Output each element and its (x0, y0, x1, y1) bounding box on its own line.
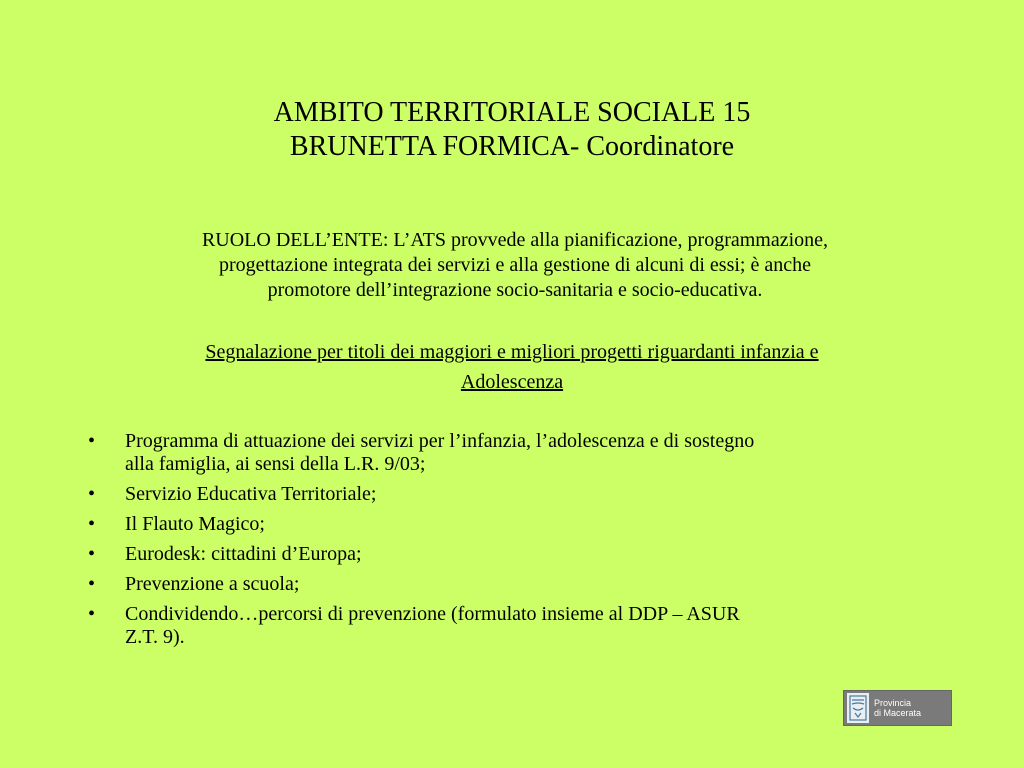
role-line-2: progettazione integrata dei servizi e alla gestione di alcuni di essi; è anche (219, 254, 811, 276)
role-line-1: RUOLO DELL’ENTE: L’ATS provvede alla pianificazione, programmazione, (201, 229, 829, 251)
coat-of-arms-icon (847, 693, 869, 723)
logo-line-2: di Macerata (874, 708, 922, 718)
projects-list (88, 430, 948, 656)
bullet-icon: • (88, 543, 96, 565)
project-text (125, 543, 948, 566)
project-text (125, 430, 948, 476)
project-list-item (88, 513, 948, 536)
segnalazione-heading (0, 337, 1024, 397)
project-list-item (88, 543, 948, 566)
role-paragraph (110, 228, 920, 303)
title-line-2: BRUNETTA FORMICA- Coordinatore (289, 131, 735, 162)
title-line-1: AMBITO TERRITORIALE SOCIALE 15 (273, 97, 751, 128)
logo-text (874, 698, 921, 718)
project-text (125, 603, 948, 649)
project-text-line: Condividendo…percorsi di prevenzione (formulato insieme al DDP – ASUR (125, 603, 740, 625)
project-text-line: alla famiglia, ai sensi della L.R. 9/03; (125, 453, 426, 475)
slide-title (0, 96, 1024, 164)
bullet-icon: • (88, 430, 96, 452)
project-list-item (88, 430, 948, 476)
bullet-icon: • (88, 603, 96, 625)
bullet-icon: • (88, 513, 96, 535)
provincia-logo (843, 690, 952, 726)
project-text (125, 513, 948, 536)
project-text-line: Servizio Educativa Territoriale; (125, 483, 377, 505)
project-text (125, 483, 948, 506)
project-list-item (88, 603, 948, 649)
segnalazione-line-1: Segnalazione per titoli dei maggiori e migliori progetti riguardanti infanzia e (205, 341, 819, 363)
project-text-line: Programma di attuazione dei servizi per l’infanzia, l’adolescenza e di sostegno (125, 430, 755, 452)
project-text-line: Prevenzione a scuola; (125, 573, 300, 595)
role-line-3: promotore dell’integrazione socio-sanitaria e socio-educativa. (267, 279, 763, 301)
project-text (125, 573, 948, 596)
logo-line-1: Provincia (874, 698, 912, 708)
segnalazione-line-2: Adolescenza (460, 371, 564, 393)
project-text-line: Z.T. 9). (125, 626, 185, 648)
bullet-icon: • (88, 483, 96, 505)
project-list-item (88, 483, 948, 506)
project-list-item (88, 573, 948, 596)
bullet-icon: • (88, 573, 96, 595)
project-text-line: Il Flauto Magico; (125, 513, 265, 535)
project-text-line: Eurodesk: cittadini d’Europa; (125, 543, 362, 565)
